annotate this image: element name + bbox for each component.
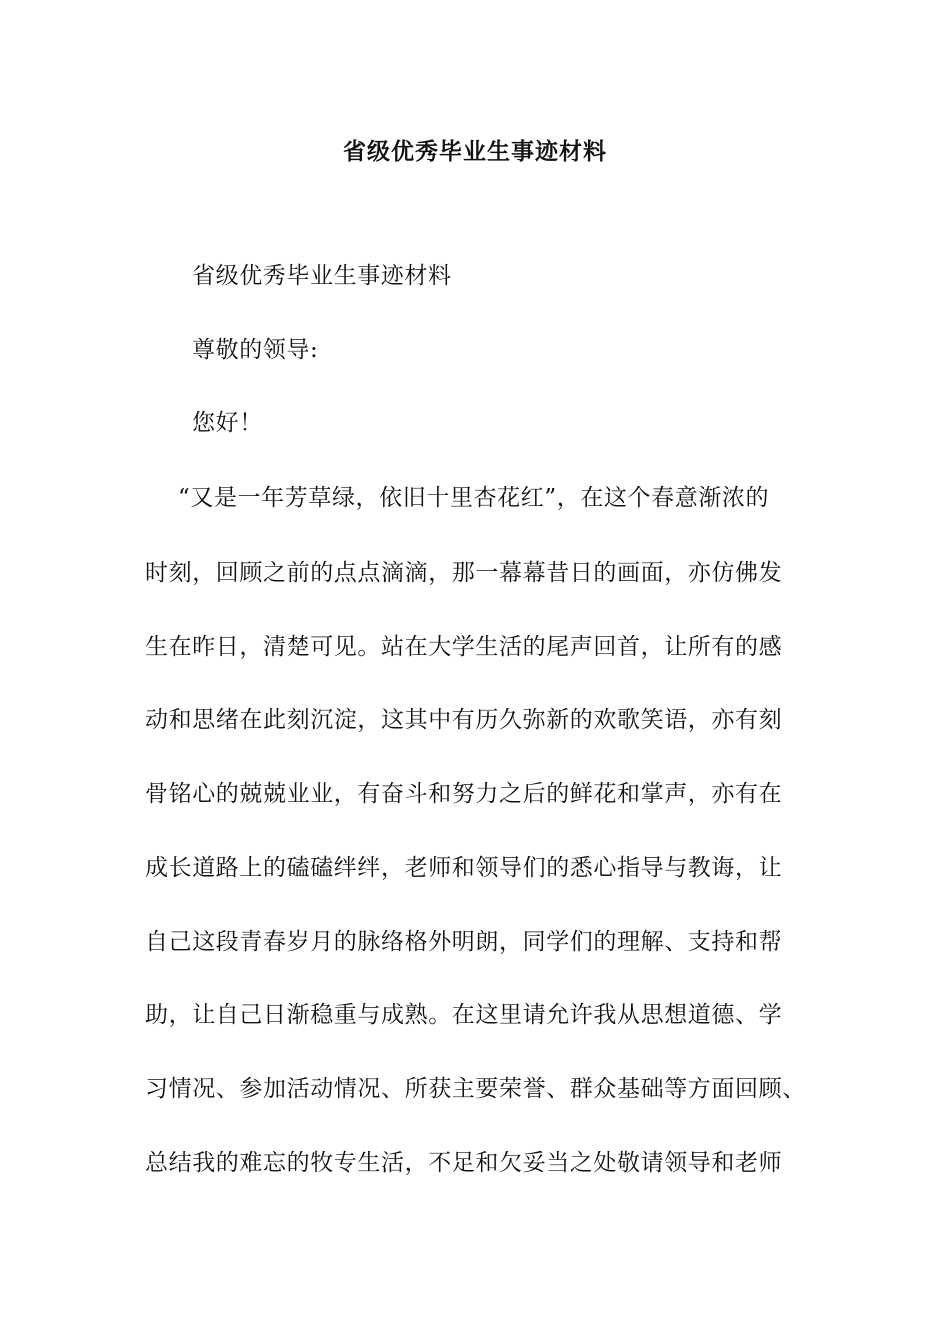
document-title: 省级优秀毕业生事迹材料 bbox=[343, 138, 607, 165]
body-line: 总结我的难忘的牧专生活，不足和欠妥当之处敬请领导和老师 bbox=[145, 1150, 783, 1176]
body-line: 助，让自己日渐稳重与成熟。在这里请允许我从思想道德、学 bbox=[145, 1002, 783, 1028]
body-line: 自己这段青春岁月的脉络格外明朗，同学们的理解、支持和帮 bbox=[145, 929, 783, 955]
body-line: 骨铭心的兢兢业业，有奋斗和努力之后的鲜花和掌声，亦有在 bbox=[145, 781, 783, 807]
body-line: 时刻，回顾之前的点点滴滴，那一幕幕昔日的画面，亦仿佛发 bbox=[145, 560, 783, 586]
greeting: 您好！ bbox=[192, 410, 263, 436]
body-line: 成长道路上的磕磕绊绊，老师和领导们的悉心指导与教诲，让 bbox=[145, 855, 783, 881]
document-subtitle: 省级优秀毕业生事迹材料 bbox=[192, 263, 452, 289]
salutation: 尊敬的领导: bbox=[192, 337, 319, 363]
body-line: 动和思绪在此刻沉淀，这其中有历久弥新的欢歌笑语，亦有刻 bbox=[145, 707, 783, 733]
body-line: 习情况、参加活动情况、所获主要荣誉、群众基础等方面回顾、 bbox=[145, 1076, 806, 1102]
body-line: 生在昨日，清楚可见。站在大学生活的尾声回首，让所有的感 bbox=[145, 634, 783, 660]
body-line: “又是一年芳草绿，依旧十里杏花红”，在这个春意渐浓的 bbox=[178, 485, 770, 511]
